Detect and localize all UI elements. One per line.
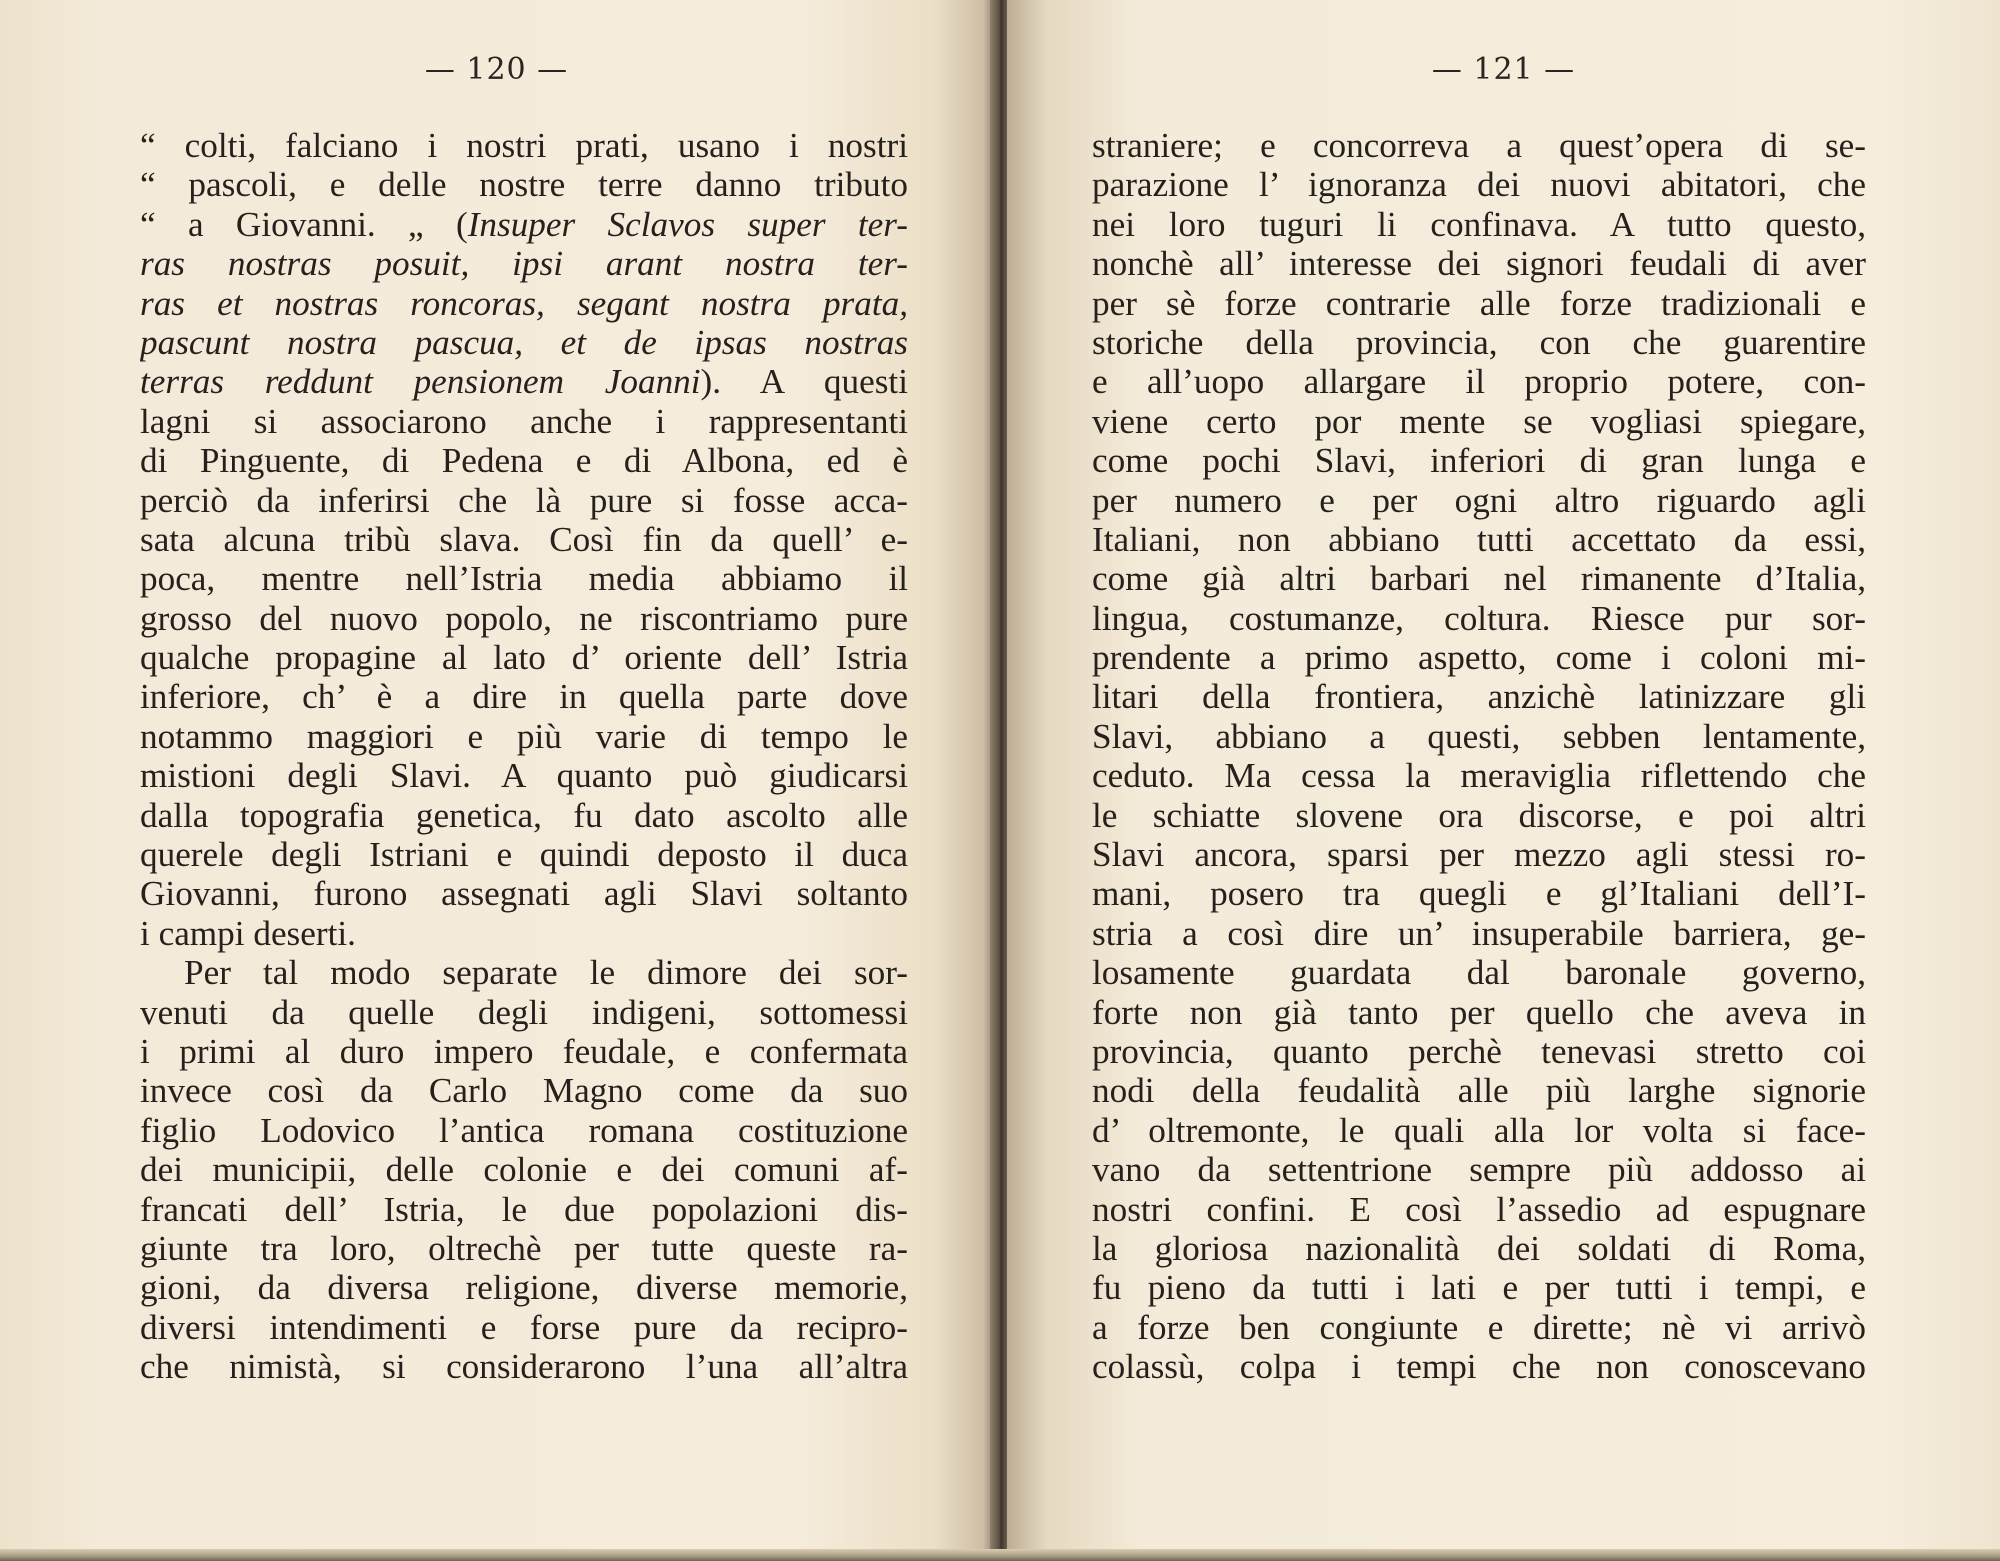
text-line (140, 402, 908, 441)
text-line (140, 874, 908, 913)
text-line (1092, 1229, 1866, 1268)
text-run: giunte tra loro, oltrechè per tutte queste ra- (140, 1228, 908, 1268)
text-line (1092, 559, 1866, 598)
page-number: — 120 — (424, 52, 569, 87)
text-line (1092, 402, 1866, 441)
text-run: i primi al duro impero feudale, e confermata (140, 1031, 908, 1071)
text-run: dalla topografia genetica, fu dato ascolto alle (140, 795, 908, 835)
text-run: fu pieno da tutti i lati e per tutti i tempi, e (1092, 1268, 1866, 1308)
text-line (1092, 284, 1866, 323)
text-run: grosso del nuovo popolo, ne riscontriamo pure (140, 598, 908, 638)
text-line (140, 1111, 908, 1150)
text-run: i campi deserti. (140, 913, 356, 953)
text-line (1092, 914, 1866, 953)
text-run: stria a così dire un’ insuperabile barriera, ge- (1092, 913, 1866, 953)
text-line (140, 126, 908, 165)
text-run: lingua, costumanze, coltura. Riesce pur sor- (1092, 598, 1866, 638)
text-run: che nimistà, si considerarono l’una all’altra (140, 1347, 908, 1387)
text-line (1092, 874, 1866, 913)
text-line (1092, 205, 1866, 244)
text-line (1092, 1071, 1866, 1110)
text-run: prendente a primo aspetto, come i coloni mi- (1092, 638, 1866, 678)
text-run: litari della frontiera, anzichè latinizzare gli (1092, 677, 1866, 717)
text-line (140, 284, 908, 323)
text-line (140, 244, 908, 283)
text-line (1092, 953, 1866, 992)
text-line (1092, 835, 1866, 874)
text-run: parazione l’ ignoranza dei nuovi abitatori, che (1092, 165, 1866, 205)
text-run: come già altri barbari nel rimanente d’Italia, (1092, 559, 1866, 599)
text-line (140, 1032, 908, 1071)
text-line (140, 717, 908, 756)
text-run: storiche della provincia, con che guarentire (1092, 322, 1866, 362)
text-run: diversi intendimenti e forse pure da recipro- (140, 1307, 908, 1347)
text-line (140, 953, 908, 992)
latin-quote: ras nostras posuit, ipsi arant nostra ter- (140, 244, 908, 284)
text-line (1092, 441, 1866, 480)
page-number: — 121 — (1431, 52, 1576, 87)
text-line (140, 1347, 908, 1386)
latin-quote: Insuper Sclavos super ter- (467, 204, 908, 244)
text-run: inferiore, ch’ è a dire in quella parte dove (140, 677, 908, 717)
text-run: lagni si associarono anche i rappresentanti (140, 401, 908, 441)
text-line (1092, 1150, 1866, 1189)
text-line (140, 481, 908, 520)
latin-quote: pascunt nostra pascua, et de ipsas nostras (140, 322, 908, 362)
text-line (140, 677, 908, 716)
text-line (140, 599, 908, 638)
right-page (1007, 0, 2000, 1561)
text-run: ). A questi (700, 362, 908, 402)
text-line (1092, 1032, 1866, 1071)
text-run: Slavi, abbiano a questi, sebben lentamente, (1092, 716, 1866, 756)
latin-quote: ras et nostras roncoras, segant nostra prata, (140, 283, 908, 323)
text-run: provincia, quanto perchè tenevasi stretto coi (1092, 1031, 1866, 1071)
text-line (140, 362, 908, 401)
text-run: vano da settentrione sempre più addosso ai (1092, 1150, 1866, 1190)
text-line (140, 835, 908, 874)
left-page (0, 0, 993, 1561)
text-line (1092, 323, 1866, 362)
text-line (140, 1229, 908, 1268)
text-line (1092, 1111, 1866, 1150)
text-line (140, 638, 908, 677)
text-line (1092, 362, 1866, 401)
text-run: nodi della feudalità alle più larghe signorie (1092, 1071, 1866, 1111)
text-run: d’ oltremonte, le quali alla lor volta si face- (1092, 1110, 1866, 1150)
text-run: francati dell’ Istria, le due popolazioni dis- (140, 1189, 908, 1229)
text-run: di Pinguente, di Pedena e di Albona, ed è (140, 441, 908, 481)
text-line (140, 559, 908, 598)
text-run: qualche propagine al lato d’ oriente dell’ Istria (140, 638, 908, 678)
text-line (1092, 1268, 1866, 1307)
text-run: querele degli Istriani e quindi deposto il duca (140, 835, 908, 875)
text-line (140, 165, 908, 204)
text-run: colassù, colpa i tempi che non conoscevano (1092, 1347, 1866, 1387)
text-run: forte non già tanto per quello che aveva in (1092, 992, 1866, 1032)
text-run: “ colti, falciano i nostri prati, usano i nostri (140, 126, 908, 165)
text-line (1092, 520, 1866, 559)
text-run: per numero e per ogni altro riguardo agli (1092, 480, 1866, 520)
text-run: venuti da quelle degli indigeni, sottomessi (140, 992, 908, 1032)
text-run: ceduto. Ma cessa la meraviglia riflettendo che (1092, 756, 1866, 796)
text-run: losamente guardata dal baronale governo, (1092, 953, 1866, 993)
latin-quote: terras reddunt pensionem Joanni (140, 362, 701, 402)
text-run: e all’uopo allargare il proprio potere, con- (1092, 362, 1866, 402)
text-run: “ pascoli, e delle nostre terre danno tributo (140, 165, 908, 205)
body-text (1092, 126, 1866, 1387)
text-run: a forze ben congiunte e dirette; nè vi arrivò (1092, 1307, 1866, 1347)
body-text (140, 126, 908, 1387)
text-line (140, 1190, 908, 1229)
text-run: le schiatte slovene ora discorse, e poi altri (1092, 795, 1866, 835)
text-line (1092, 165, 1866, 204)
text-line (140, 1150, 908, 1189)
text-line (1092, 677, 1866, 716)
text-run: la gloriosa nazionalità dei soldati di Roma, (1092, 1228, 1866, 1268)
text-run: straniere; e concorreva a quest’opera di se- (1092, 126, 1866, 165)
text-line (1092, 638, 1866, 677)
text-line (1092, 796, 1866, 835)
text-line (140, 1268, 908, 1307)
text-run: Slavi ancora, sparsi per mezzo agli stessi ro- (1092, 835, 1866, 875)
text-run: per sè forze contrarie alle forze tradizionali e (1092, 283, 1866, 323)
page-edge (0, 1549, 2000, 1561)
text-run: mani, posero tra quegli e gl’Italiani dell’I- (1092, 874, 1866, 914)
text-run: Per tal modo separate le dimore dei sor- (184, 953, 908, 993)
text-line (140, 520, 908, 559)
text-run: nostri confini. E così l’assedio ad espugnare (1092, 1189, 1866, 1229)
text-line (1092, 756, 1866, 795)
text-line (1092, 481, 1866, 520)
text-run: come pochi Slavi, inferiori di gran lunga e (1092, 441, 1866, 481)
text-line (140, 993, 908, 1032)
text-run: invece così da Carlo Magno come da suo (140, 1071, 908, 1111)
text-line (140, 205, 908, 244)
text-run: sata alcuna tribù slava. Così fin da quell’ e- (140, 519, 908, 559)
text-line (140, 914, 908, 953)
text-run: nonchè all’ interesse dei signori feudali di aver (1092, 244, 1866, 284)
text-line (140, 1308, 908, 1347)
text-line (140, 441, 908, 480)
text-line (140, 796, 908, 835)
text-line (1092, 126, 1866, 165)
text-line (1092, 1347, 1866, 1386)
text-run: dei municipii, delle colonie e dei comuni af- (140, 1150, 908, 1190)
text-run: mistioni degli Slavi. A quanto può giudicarsi (140, 756, 908, 796)
text-run: Italiani, non abbiano tutti accettato da essi, (1092, 519, 1866, 559)
text-line (1092, 1190, 1866, 1229)
text-line (140, 1071, 908, 1110)
text-run: viene certo por mente se vogliasi spiegare, (1092, 401, 1866, 441)
text-run: perciò da inferirsi che là pure si fosse acca- (140, 480, 908, 520)
text-line (1092, 599, 1866, 638)
text-line (140, 323, 908, 362)
text-run: figlio Lodovico l’antica romana costituzione (140, 1110, 908, 1150)
text-line (1092, 717, 1866, 756)
text-run: notammo maggiori e più varie di tempo le (140, 716, 908, 756)
text-line (1092, 993, 1866, 1032)
text-line (140, 756, 908, 795)
text-run: gioni, da diversa religione, diverse memorie, (140, 1268, 908, 1308)
text-run: poca, mentre nell’Istria media abbiamo il (140, 559, 908, 599)
text-line (1092, 1308, 1866, 1347)
text-run: Giovanni, furono assegnati agli Slavi soltanto (140, 874, 908, 914)
text-run: nei loro tuguri li confinava. A tutto questo, (1092, 204, 1866, 244)
text-run: “ a Giovanni. „ ( (140, 204, 468, 244)
text-line (1092, 244, 1866, 283)
